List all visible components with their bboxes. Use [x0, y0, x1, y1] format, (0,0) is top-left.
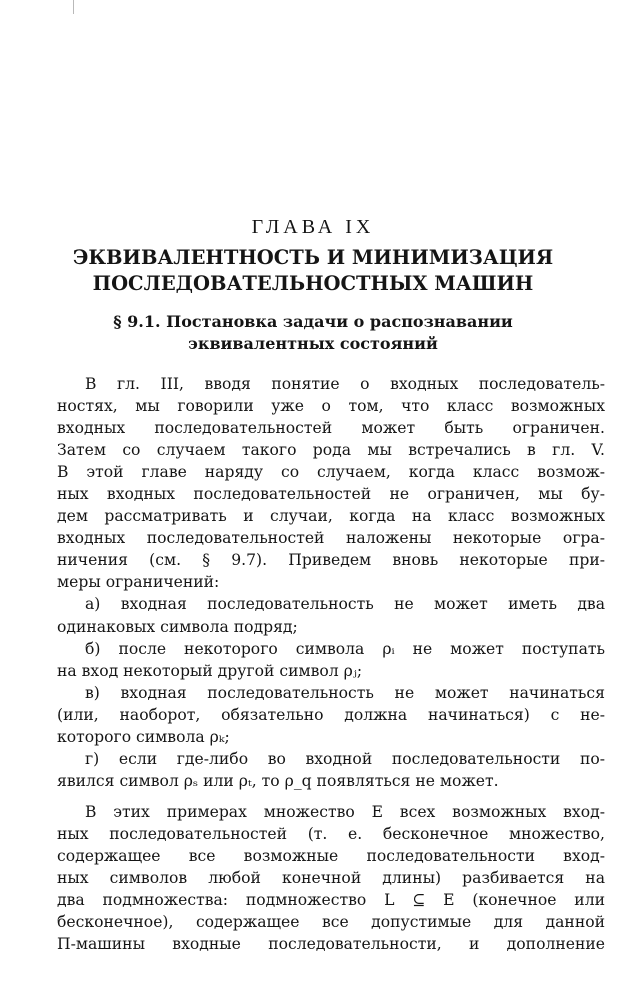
text-line: г) если где-либо во входной последовательности по- — [85, 749, 605, 768]
text-line: одинаковых символа подряд; — [57, 617, 298, 636]
text-line: ничения (см. § 9.7). Приведем вновь некоторые при- — [57, 551, 605, 570]
text-line: дем рассматривать и случаи, когда на класс возможных — [57, 507, 605, 526]
text-line: содержащее все возможные последовательности вход- — [57, 846, 605, 865]
section-title-line: эквивалентных состояний — [188, 334, 438, 353]
chapter-label: ГЛАВА IX — [251, 216, 375, 238]
text-line: б) после некоторого символа ρᵢ не может поступать — [85, 639, 605, 658]
text-line: входных последовательностей наложены некоторые огра- — [57, 529, 605, 548]
section-title-line: § 9.1. Постановка задачи о распознавании — [113, 312, 513, 331]
list-item — [57, 682, 605, 748]
text-line: В этих примерах множество E всех возможных вход- — [85, 802, 605, 821]
text-line: входных последовательностей может быть ограничен. — [57, 419, 605, 438]
text-line: ностях, мы говорили уже о том, что класс возможных — [57, 397, 605, 416]
text-line: явился символ ρₛ или ρₜ, то ρ_q появляться не может. — [57, 771, 499, 790]
text-line: которого символа ρₖ; — [57, 727, 230, 746]
list-item — [57, 593, 605, 637]
paragraph-2 — [57, 801, 605, 955]
chapter-title-line: ЭКВИВАЛЕНТНОСТЬ И МИНИМИЗАЦИЯ — [72, 246, 554, 269]
text-line: в) входная последовательность не может начинаться — [85, 683, 605, 702]
text-line: ных последовательностей (т. е. бесконечное множество, — [57, 824, 605, 843]
body-text — [57, 373, 605, 955]
restriction-list — [57, 593, 605, 791]
text-line: (или, наоборот, обязательно должна начинаться) с не- — [57, 705, 605, 724]
list-item — [57, 638, 605, 682]
chapter-title — [0, 245, 626, 297]
section-title — [0, 311, 626, 355]
text-line: Затем со случаем такого рода мы встречались в гл. V. — [57, 441, 605, 460]
text-line: на вход некоторый другой символ ρⱼ; — [57, 661, 363, 680]
paragraph-1 — [57, 373, 605, 593]
text-line: бесконечное), содержащее все допустимые для данной — [57, 913, 605, 932]
scan-mark — [73, 0, 74, 14]
text-line: В гл. III, вводя понятие о входных последователь- — [85, 375, 605, 393]
text-line: два подмножества: подмножество L ⊆ E (конечное или — [57, 891, 605, 910]
chapter-title-line: ПОСЛЕДОВАТЕЛЬНОСТНЫХ МАШИН — [92, 272, 534, 295]
text-line: ных входных последовательностей не ограничен, мы бу- — [57, 485, 605, 504]
text-line: ных символов любой конечной длины) разбивается на — [57, 869, 605, 888]
text-line: П-машины входные последовательности, и дополнение — [57, 935, 605, 954]
paragraph-gap — [57, 792, 605, 801]
text-line: а) входная последовательность не может иметь два — [85, 595, 605, 614]
text-line: В этой главе наряду со случаем, когда класс возмож- — [57, 463, 605, 482]
list-item — [57, 748, 605, 792]
text-line: меры ограничений: — [57, 573, 220, 592]
